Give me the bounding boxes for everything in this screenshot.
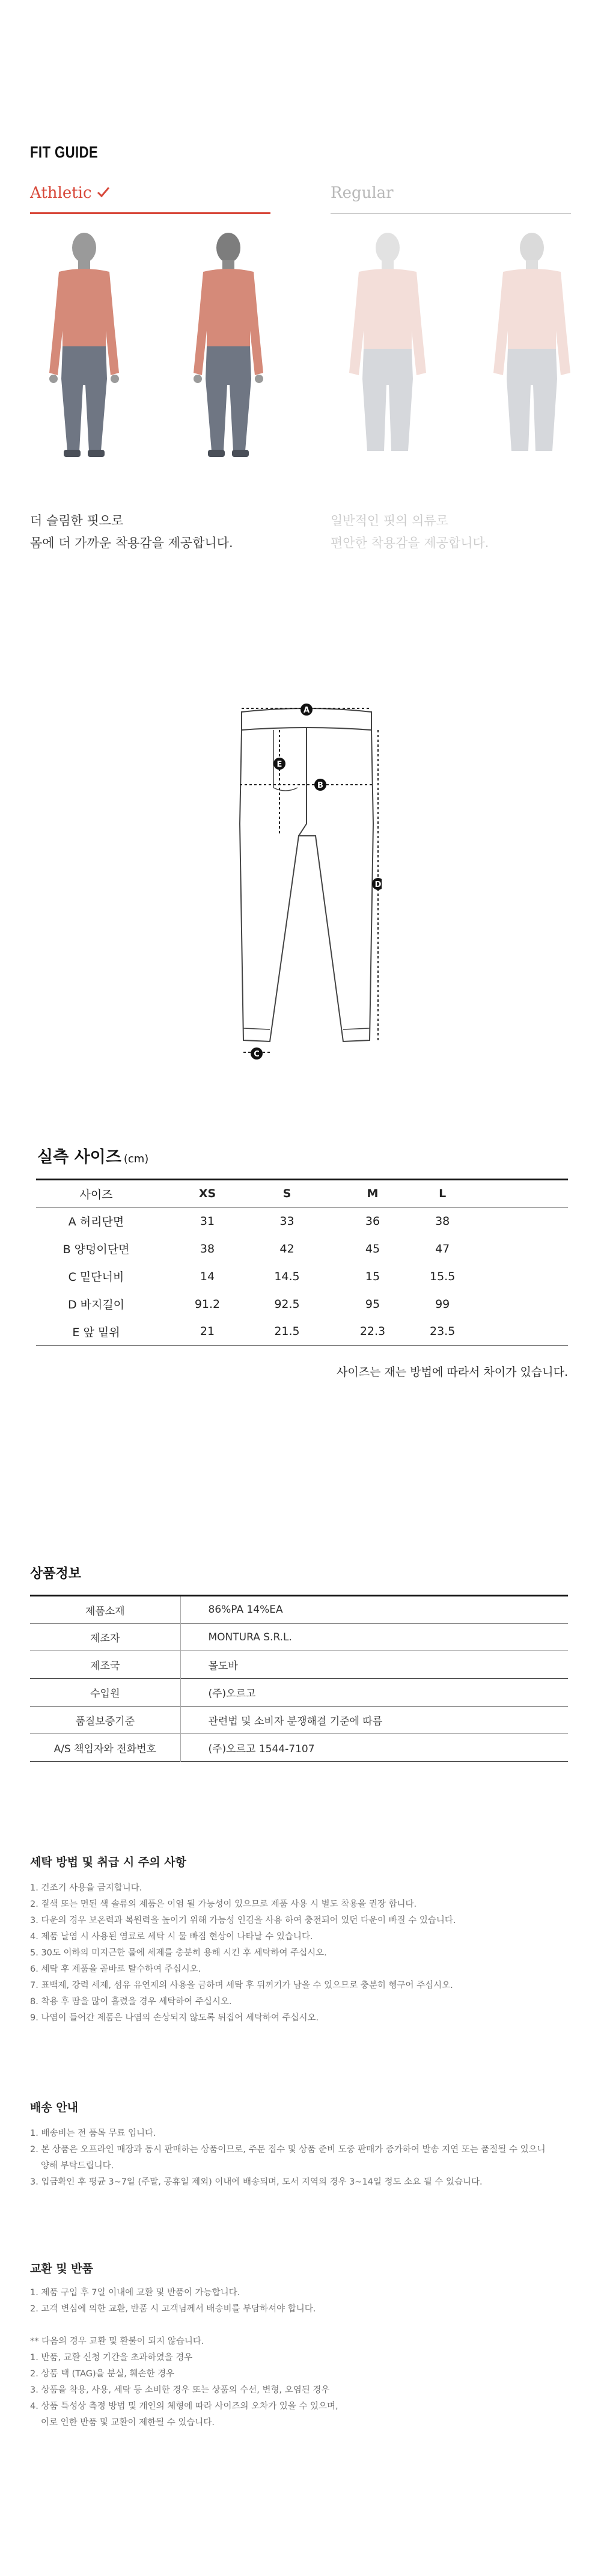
- list-item: 4. 상품 특성상 측정 방법 및 개인의 체형에 따라 사이즈의 오차가 있을 수 있으며,: [30, 2402, 338, 2411]
- size-cell: D 바지길이: [67, 1298, 125, 1311]
- table-row: [30, 1651, 568, 1679]
- size-cell: 91.2: [194, 1297, 221, 1311]
- size-chart-title: [37, 1144, 148, 1167]
- size-spacer: [455, 1318, 568, 1346]
- athletic-desc-line: 몸에 더 가까운 착용감을 제공합니다.: [30, 536, 233, 550]
- table-row: [36, 1290, 568, 1318]
- returns-list: [30, 2285, 559, 2431]
- athletic-front-figure: [24, 228, 144, 463]
- info-key: 제조자: [30, 1624, 180, 1651]
- info-key: 제품소재: [30, 1596, 180, 1624]
- list-item: ** 다음의 경우 교환 및 환불이 되지 않습니다.: [30, 2337, 204, 2346]
- info-key: 수입원: [30, 1679, 180, 1707]
- list-item: 1. 반품, 교환 신청 기간을 초과하였을 경우: [30, 2353, 193, 2363]
- size-header-cell: S: [282, 1187, 291, 1200]
- size-cell: 38: [435, 1214, 450, 1228]
- tab-athletic[interactable]: [30, 184, 270, 214]
- size-cell: 33: [279, 1214, 294, 1228]
- tab-regular[interactable]: [331, 184, 571, 214]
- info-key: 품질보증기준: [30, 1707, 180, 1734]
- marker-e: E: [276, 760, 282, 769]
- size-cell: 21.5: [274, 1325, 300, 1339]
- table-row: [36, 1235, 568, 1263]
- table-row: [30, 1679, 568, 1707]
- size-cell: 22.3: [359, 1325, 386, 1339]
- athletic-desc-line: 더 슬림한 핏으로: [30, 514, 124, 528]
- info-key: A/S 책임자와 전화번호: [30, 1734, 180, 1762]
- size-cell: 14: [200, 1269, 215, 1283]
- size-header-spacer: [455, 1180, 568, 1207]
- list-item: 2. 고객 변심에 의한 교환, 반품 시 고객님께서 배송비를 부담하셔야 합니다.: [30, 2304, 316, 2314]
- info-value: 관련법 및 소비자 분쟁해결 기준에 따름: [208, 1716, 383, 1728]
- regular-figures: [328, 228, 592, 463]
- regular-back-figure: [472, 228, 592, 463]
- size-header-cell: 사이즈: [79, 1188, 113, 1201]
- size-chart-title-text: 실측 사이즈: [37, 1148, 121, 1167]
- size-spacer: [455, 1235, 568, 1263]
- shipping-list: [30, 2126, 559, 2191]
- size-cell: 31: [200, 1214, 215, 1228]
- regular-desc-line: 편안한 착용감을 제공합니다.: [331, 536, 489, 550]
- marker-d: D: [374, 880, 382, 889]
- size-cell: 36: [365, 1214, 380, 1228]
- list-item: 8. 착용 후 땀을 많이 흘렸을 경우 세탁하여 주십시오.: [30, 1997, 232, 2007]
- size-cell: 45: [365, 1242, 380, 1256]
- list-item: 3. 다운의 경우 보온력과 복원력을 높이기 위해 가능성 인김을 사용 하여 충전되어 있던 다운이 빠질 수 있습니다.: [30, 1916, 456, 1925]
- size-cell: B 양덩이단면: [63, 1243, 130, 1256]
- care-title: 세탁 방법 및 취급 시 주의 사항: [30, 1856, 186, 1869]
- regular-desc-line: 일반적인 핏의 의류로: [331, 514, 448, 528]
- list-item: [30, 2317, 559, 2334]
- checkmark-icon: [97, 186, 110, 199]
- regular-front-figure: [328, 228, 448, 463]
- size-chart-table: [36, 1179, 568, 1346]
- table-row: [36, 1318, 568, 1346]
- table-row: [36, 1207, 568, 1235]
- tab-regular-label: Regular: [331, 184, 394, 202]
- table-row: [30, 1624, 568, 1651]
- list-item: 1. 제품 구입 후 7일 이내에 교환 및 반품이 가능합니다.: [30, 2288, 240, 2298]
- info-value: 86%PA 14%EA: [208, 1604, 283, 1616]
- list-item: 3. 상품을 착용, 사용, 세탁 등 소비한 경우 또는 상품의 수선, 변형, 오염된 경우: [30, 2385, 330, 2395]
- info-value: (주)오르고: [208, 1688, 256, 1700]
- size-chart-header-row: [36, 1180, 568, 1207]
- info-key: 제조국: [30, 1651, 180, 1679]
- marker-b: B: [317, 781, 323, 790]
- size-chart-unit: (cm): [123, 1153, 149, 1165]
- shipping-title: 배송 안내: [30, 2101, 79, 2114]
- athletic-description: [30, 510, 233, 554]
- size-cell: 95: [365, 1297, 380, 1311]
- athletic-figures: [24, 228, 288, 463]
- size-spacer: [455, 1207, 568, 1235]
- size-cell: 42: [279, 1242, 294, 1256]
- size-cell: A 허리단면: [68, 1215, 124, 1229]
- regular-description: [331, 510, 489, 554]
- marker-c: C: [254, 1050, 260, 1059]
- list-item: 3. 입금확인 후 평균 3~7일 (주말, 공휴일 제외) 이내에 배송되며, 도서 지역의 경우 3~14일 정도 소요 될 수 있습니다.: [30, 2177, 483, 2187]
- size-chart-note: 사이즈는 재는 방법에 따라서 차이가 있습니다.: [337, 1366, 568, 1379]
- list-item: 9. 나염이 들어간 제품은 나염의 손상되지 않도록 뒤집어 세탁하여 주십시오.: [30, 2013, 319, 2023]
- table-row: [36, 1263, 568, 1290]
- list-item: 1. 건조기 사용을 금지합니다.: [30, 1883, 142, 1893]
- size-cell: E 앞 밑위: [72, 1325, 120, 1339]
- size-spacer: [455, 1290, 568, 1318]
- info-value: 몰도바: [208, 1660, 238, 1672]
- size-cell: 21: [200, 1325, 215, 1339]
- size-header-cell: L: [439, 1187, 447, 1200]
- info-value: MONTURA S.R.L.: [208, 1631, 292, 1643]
- size-cell: 15.5: [430, 1269, 456, 1283]
- size-cell: C 밑단너비: [68, 1271, 124, 1284]
- product-info-table: [30, 1595, 568, 1762]
- list-item: 2. 상품 택 (TAG)을 분실, 훼손한 경우: [30, 2369, 175, 2379]
- list-item: 7. 표백제, 강력 세제, 섬유 유연제의 사용을 금하며 세탁 후 뒤꺼기가 남을 수 있으므로 충분히 헹구어 주십시오.: [30, 1981, 453, 1990]
- size-cell: 47: [435, 1242, 450, 1256]
- list-item: 이로 인한 반품 및 교환이 제한될 수 있습니다.: [41, 2418, 215, 2427]
- size-cell: 23.5: [430, 1325, 456, 1339]
- list-item: 2. 본 상품은 오프라인 매장과 동시 판매하는 상품이므로, 주문 접수 및 상품 준비 도중 판매가 증가하여 발송 지연 또는 품절될 수 있으니: [30, 2145, 546, 2154]
- list-item: 5. 30도 이하의 미지근한 물에 세제를 충분히 용해 시킨 후 세탁하여 주십시오.: [30, 1948, 327, 1958]
- size-spacer: [455, 1263, 568, 1290]
- table-row: [30, 1707, 568, 1734]
- athletic-back-figure: [168, 228, 288, 463]
- marker-a: A: [303, 706, 310, 715]
- size-cell: 92.5: [274, 1297, 300, 1311]
- size-header-cell: M: [367, 1187, 379, 1200]
- care-list: [30, 1880, 559, 2026]
- list-item: 양해 부탁드립니다.: [41, 2161, 114, 2171]
- size-cell: 14.5: [274, 1269, 300, 1283]
- list-item: 2. 짙색 또는 면된 색 솔류의 제품은 이염 될 가능성이 있으므로 제품 사용 시 별도 착용을 권장 합니다.: [30, 1900, 417, 1909]
- info-value: (주)오르고 1544-7107: [208, 1743, 315, 1755]
- size-cell: 15: [365, 1269, 380, 1283]
- list-item: 1. 배송비는 전 품목 무료 입니다.: [30, 2129, 156, 2138]
- list-item: 4. 제품 날염 시 사용된 염료로 세탁 시 물 빠짐 현상이 나타날 수 있습니다.: [30, 1932, 313, 1942]
- fit-guide-title: FIT GUIDE: [30, 143, 99, 161]
- tab-athletic-label: Athletic: [30, 184, 92, 202]
- size-header-cell: XS: [198, 1187, 216, 1200]
- size-cell: 38: [200, 1242, 215, 1256]
- pants-measurement-diagram: [231, 704, 382, 1064]
- product-info-title: 상품정보: [30, 1566, 82, 1581]
- table-row: [30, 1734, 568, 1762]
- returns-title: 교환 및 반품: [30, 2262, 93, 2275]
- size-cell: 99: [435, 1297, 450, 1311]
- list-item: 6. 세탁 후 제품을 곧바로 탈수하여 주십시오.: [30, 1964, 201, 1974]
- table-row: [30, 1596, 568, 1624]
